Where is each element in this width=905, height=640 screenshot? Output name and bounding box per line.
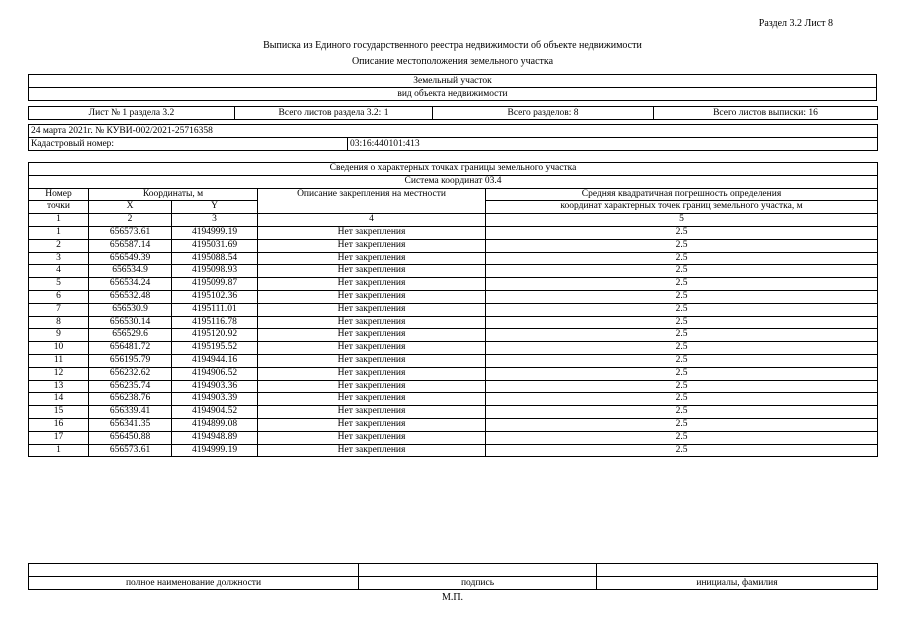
coord-y: 4194999.19 [172,226,258,239]
coord-y: 4194999.19 [172,444,258,457]
coord-x: 656573.61 [89,444,172,457]
position-blank [29,564,359,577]
fixing-description: Нет закрепления [258,303,486,316]
error-value: 2.5 [486,278,878,291]
name-label: инициалы, фамилия [597,577,878,590]
table-row [29,444,878,457]
coord-x: 656232.62 [89,367,172,380]
total-sheets-extract: Всего листов выписки: 16 [654,107,878,120]
fixing-description: Нет закрепления [258,278,486,291]
coord-y: 4195111.01 [172,303,258,316]
cadastral-row [29,138,878,151]
points-body [29,226,878,456]
point-number: 13 [29,380,89,393]
name-blank [597,564,878,577]
signature-label-row [29,577,878,590]
fixing-description: Нет закрепления [258,342,486,355]
coord-x: 656195.79 [89,354,172,367]
coord-y: 4194899.08 [172,418,258,431]
coord-y: 4194948.89 [172,431,258,444]
point-number: 15 [29,406,89,419]
fixing-description: Нет закрепления [258,265,486,278]
table-row [29,367,878,380]
point-number: 8 [29,316,89,329]
col-number: 4 [258,214,486,227]
coord-x: 656534.24 [89,278,172,291]
coord-x: 656573.61 [89,226,172,239]
coord-x: 656587.14 [89,239,172,252]
point-number: 1 [29,444,89,457]
error-value: 2.5 [486,290,878,303]
info-table [28,124,878,151]
total-sheets-section: Всего листов раздела 3.2: 1 [235,107,433,120]
table-row [29,342,878,355]
table-row [29,239,878,252]
page-reference: Раздел 3.2 Лист 8 [758,18,833,29]
header-row-1 [29,188,878,201]
sign-label: подпись [359,577,597,590]
point-number: 11 [29,354,89,367]
table-row [29,418,878,431]
error-value: 2.5 [486,265,878,278]
error-value: 2.5 [486,406,878,419]
coord-y: 4195098.93 [172,265,258,278]
total-sections: Всего разделов: 8 [433,107,654,120]
coord-y: 4195102.36 [172,290,258,303]
fixing-description: Нет закрепления [258,380,486,393]
coord-y: 4195088.54 [172,252,258,265]
table-row [29,226,878,239]
error-value: 2.5 [486,252,878,265]
point-number: 17 [29,431,89,444]
point-number: 6 [29,290,89,303]
error-value: 2.5 [486,316,878,329]
sheet-number: Лист № 1 раздела 3.2 [29,107,235,120]
col-number: 5 [486,214,878,227]
coord-y: 4195031.69 [172,239,258,252]
coord-y: 4195099.87 [172,278,258,291]
document-title: Выписка из Единого государственного реестра недвижимости об объекте недвижимости [263,40,642,51]
point-number: 12 [29,367,89,380]
coord-y: 4194903.36 [172,380,258,393]
point-number: 5 [29,278,89,291]
sheets-row [29,107,878,120]
coord-y: 4195120.92 [172,329,258,342]
points-table-title: Сведения о характерных точках границы земельного участка [29,163,878,176]
col-number: 2 [89,214,172,227]
header-error-2: координат характерных точек границ земельного участка, м [486,201,878,214]
coord-x: 656530.14 [89,316,172,329]
header-y: Y [172,201,258,214]
coord-x: 656235.74 [89,380,172,393]
object-name: Земельный участок [29,75,877,88]
coord-x: 656339.41 [89,406,172,419]
table-row [29,431,878,444]
header-x: X [89,201,172,214]
stamp-label: М.П. [441,592,464,603]
points-title-row [29,163,878,176]
error-value: 2.5 [486,431,878,444]
point-number: 14 [29,393,89,406]
table-row [29,278,878,291]
position-label: полное наименование должности [29,577,359,590]
point-number: 7 [29,303,89,316]
points-table [28,162,878,457]
coord-y: 4195195.52 [172,342,258,355]
error-value: 2.5 [486,418,878,431]
fixing-description: Нет закрепления [258,444,486,457]
error-value: 2.5 [486,444,878,457]
col-number: 1 [29,214,89,227]
header-error-1: Средняя квадратичная погрешность определения [486,188,878,201]
date-number-row [29,125,878,138]
coord-x: 656238.76 [89,393,172,406]
fixing-description: Нет закрепления [258,354,486,367]
table-row [29,265,878,278]
sign-blank [359,564,597,577]
fixing-description: Нет закрепления [258,431,486,444]
header-fixing: Описание закрепления на местности [258,188,486,214]
coord-x: 656549.39 [89,252,172,265]
coord-x: 656450.88 [89,431,172,444]
point-number: 1 [29,226,89,239]
error-value: 2.5 [486,303,878,316]
coord-system: Система координат 03.4 [29,175,878,188]
table-row [29,316,878,329]
table-row [29,406,878,419]
table-row [29,354,878,367]
coord-system-row [29,175,878,188]
object-kind-row [29,88,877,101]
sheets-table [28,106,878,120]
point-number: 10 [29,342,89,355]
coord-y: 4194904.52 [172,406,258,419]
cadastral-value: 03:16:440101:413 [348,138,878,151]
object-table [28,74,877,101]
table-row [29,393,878,406]
fixing-description: Нет закрепления [258,290,486,303]
object-kind-label: вид объекта недвижимости [29,88,877,101]
document-subtitle: Описание местоположения земельного участка [351,56,554,67]
point-number: 16 [29,418,89,431]
fixing-description: Нет закрепления [258,252,486,265]
coord-y: 4195116.78 [172,316,258,329]
coord-x: 656481.72 [89,342,172,355]
cadastral-label: Кадастровый номер: [29,138,348,151]
error-value: 2.5 [486,380,878,393]
table-row [29,303,878,316]
error-value: 2.5 [486,329,878,342]
table-row [29,380,878,393]
col-number: 3 [172,214,258,227]
coord-x: 656532.48 [89,290,172,303]
point-number: 3 [29,252,89,265]
error-value: 2.5 [486,367,878,380]
fixing-description: Нет закрепления [258,367,486,380]
column-numbers-row [29,214,878,227]
fixing-description: Нет закрепления [258,226,486,239]
error-value: 2.5 [486,342,878,355]
table-row [29,252,878,265]
error-value: 2.5 [486,354,878,367]
error-value: 2.5 [486,393,878,406]
header-coords: Координаты, м [89,188,258,201]
object-name-row [29,75,877,88]
signature-table [28,563,878,590]
coord-x: 656529.6 [89,329,172,342]
point-number: 9 [29,329,89,342]
coord-y: 4194903.39 [172,393,258,406]
date-number: 24 марта 2021г. № КУВИ-002/2021-25716358 [29,125,878,138]
signature-blank-row [29,564,878,577]
fixing-description: Нет закрепления [258,393,486,406]
fixing-description: Нет закрепления [258,329,486,342]
header-point-no-1: Номер [29,188,89,201]
header-point-no-2: точки [29,201,89,214]
point-number: 4 [29,265,89,278]
fixing-description: Нет закрепления [258,406,486,419]
coord-y: 4194944.16 [172,354,258,367]
point-number: 2 [29,239,89,252]
error-value: 2.5 [486,226,878,239]
table-row [29,290,878,303]
table-row [29,329,878,342]
fixing-description: Нет закрепления [258,316,486,329]
coord-x: 656341.35 [89,418,172,431]
coord-x: 656534.9 [89,265,172,278]
coord-x: 656530.9 [89,303,172,316]
coord-y: 4194906.52 [172,367,258,380]
fixing-description: Нет закрепления [258,239,486,252]
fixing-description: Нет закрепления [258,418,486,431]
error-value: 2.5 [486,239,878,252]
